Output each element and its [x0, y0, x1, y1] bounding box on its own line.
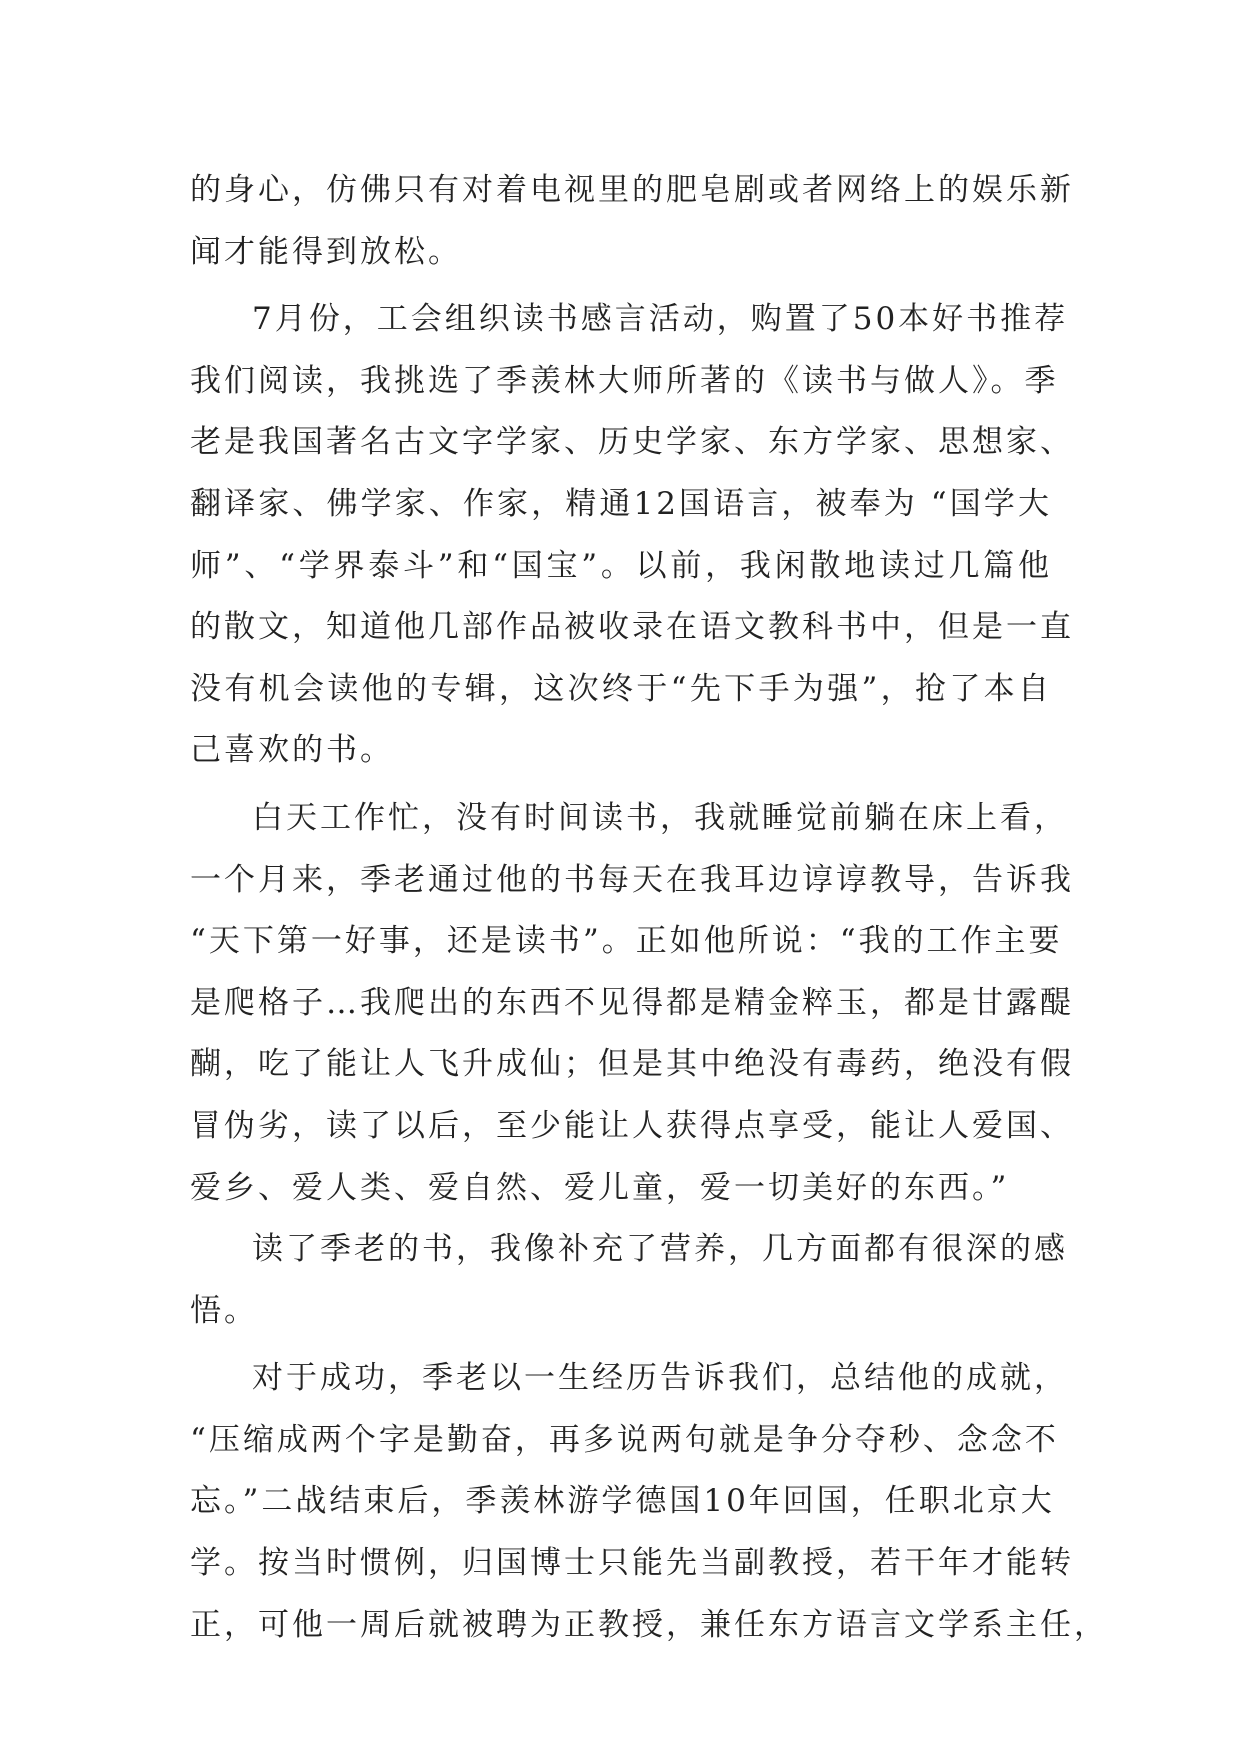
text-line: 悟。: [190, 1292, 258, 1329]
text-line: 老是我国著名古文字学家、历史学家、东方学家、思想家、: [190, 424, 1074, 461]
text-line: 正，可他一周后就被聘为正教授，兼任东方语言文学系主任，: [190, 1606, 1108, 1643]
text-line: 一个月来，季老通过他的书每天在我耳边谆谆教导，告诉我: [190, 861, 1074, 898]
text-line: 醐，吃了能让人飞升成仙；但是其中绝没有毒药，绝没有假: [190, 1046, 1074, 1083]
text-line: 的散文，知道他几部作品被收录在语文教科书中，但是一直: [190, 609, 1074, 646]
text-line: 师”、“学界泰斗”和“国宝”。以前，我闲散地读过几篇他: [190, 547, 1052, 584]
text-line: 是爬格子…我爬出的东西不见得都是精金粹玉，都是甘露醍: [190, 984, 1074, 1021]
text-line: 翻译家、佛学家、作家，精通12国语言，被奉为 “国学大: [190, 485, 1052, 522]
text-line: 没有机会读他的专辑，这次终于“先下手为强”，抢了本自: [190, 670, 1052, 707]
text-line: 学。按当时惯例，归国博士只能先当副教授，若干年才能转: [190, 1545, 1074, 1582]
body-text: [190, 160, 1108, 1656]
text-line: 冒伪劣，读了以后，至少能让人获得点享受，能让人爱国、: [190, 1107, 1074, 1144]
text-line: 爱乡、爱人类、爱自然、爱儿童，爱一切美好的东西。”: [190, 1169, 1010, 1206]
text-line: 读了季老的书，我像补充了营养，几方面都有很深的感: [252, 1231, 1068, 1268]
text-line: 对于成功，季老以一生经历告诉我们，总结他的成就，: [252, 1360, 1068, 1397]
text-line: 忘。”二战结束后，季羡林游学德国10年回国，任职北京大: [190, 1483, 1055, 1520]
text-line: 我们阅读，我挑选了季羡林大师所著的《读书与做人》。季: [190, 362, 1059, 399]
text-line: “压缩成两个字是勤奋，再多说两句就是争分夺秒、念念不: [190, 1421, 1059, 1458]
text-line: 白天工作忙，没有时间读书，我就睡觉前躺在床上看，: [252, 799, 1068, 836]
text-line: 闻才能得到放松。: [190, 233, 462, 270]
text-line: 7月份，工会组织读书感言活动，购置了50本好书推荐: [252, 301, 1069, 338]
text-line: “天下第一好事，还是读书”。正如他所说：“我的工作主要: [190, 923, 1063, 960]
text-line: 己喜欢的书。: [190, 732, 394, 769]
text-line: 的身心，仿佛只有对着电视里的肥皂剧或者网络上的娱乐新: [190, 172, 1074, 208]
